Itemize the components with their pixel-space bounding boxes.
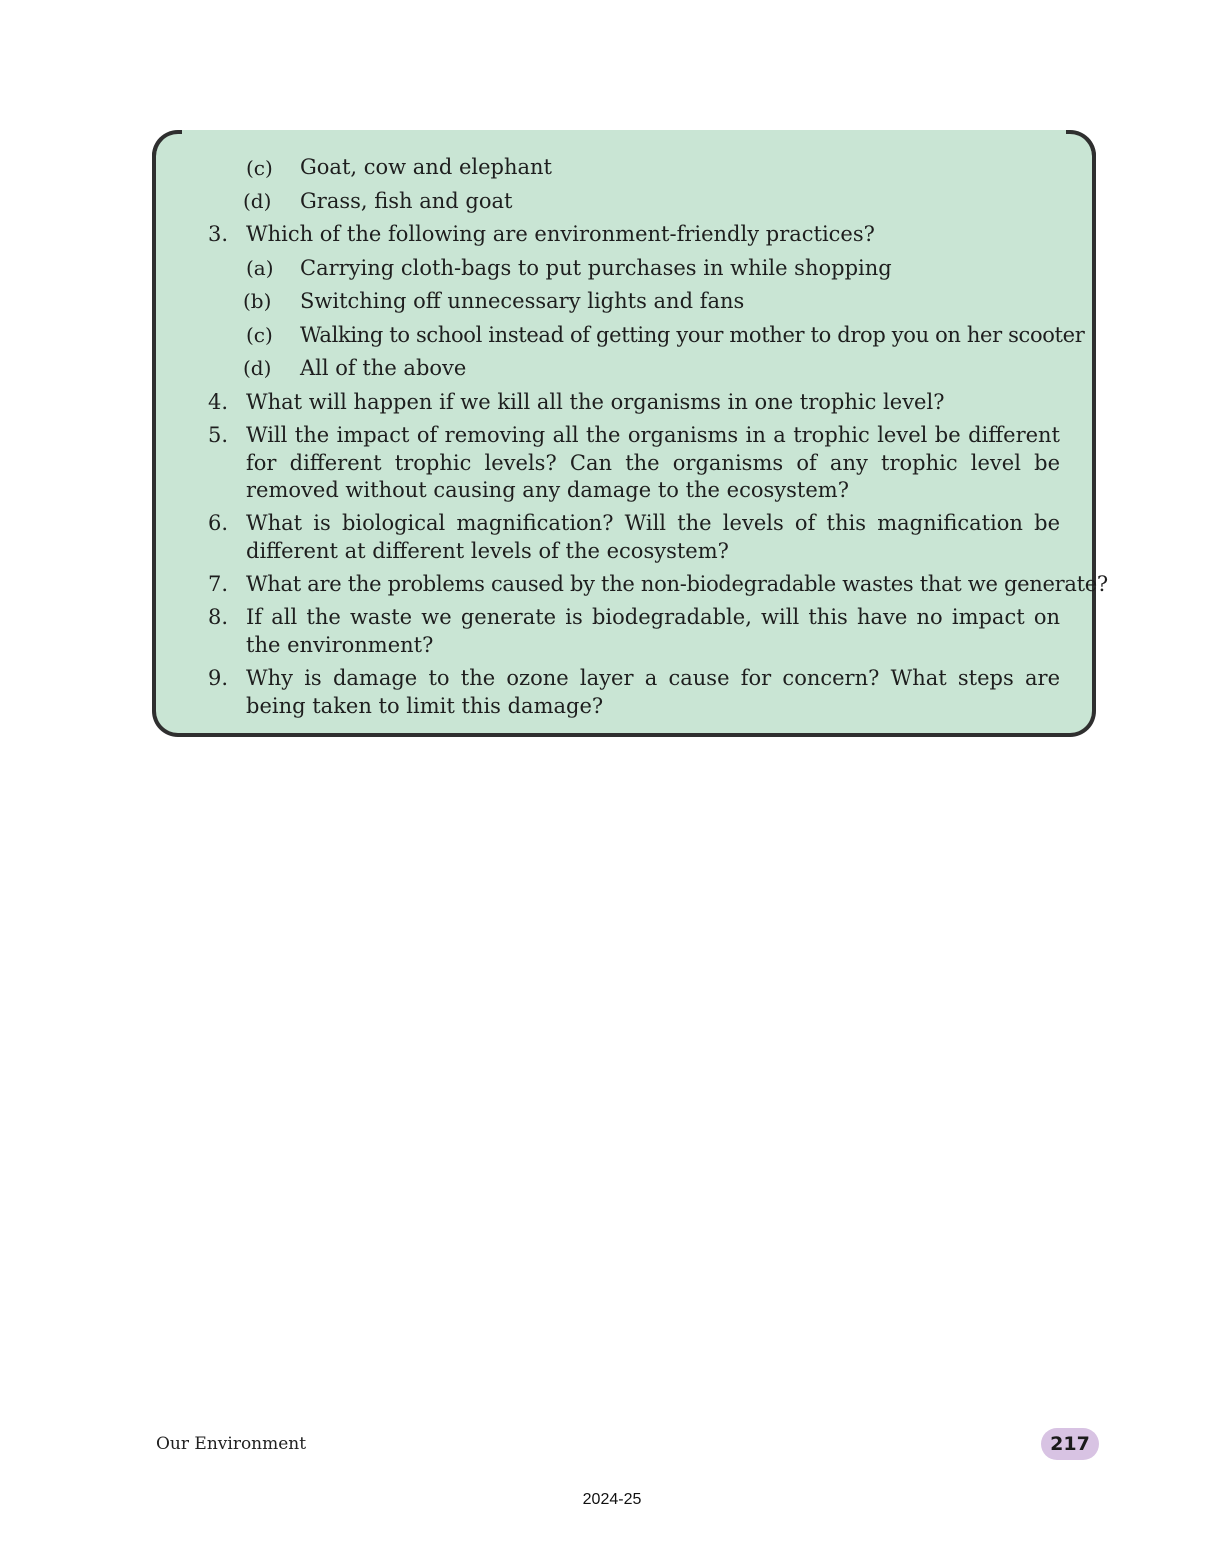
- q9-number: 9.: [208, 666, 229, 690]
- box-top-edge: [176, 130, 1072, 131]
- footer-chapter-title: Our Environment: [156, 1434, 307, 1454]
- q2-option-c-label: (c): [246, 156, 273, 180]
- q3-option-c-label: (c): [246, 323, 273, 347]
- q6-number: 6.: [208, 511, 229, 535]
- q2-option-d-text: Grass, fish and goat: [300, 189, 513, 213]
- q7-text: What are the problems caused by the non-biodegradable wastes that we generate?: [246, 572, 1108, 596]
- q4-text: What will happen if we kill all the organisms in one trophic level?: [246, 390, 945, 414]
- box-corner-top-right: [1066, 130, 1096, 160]
- q6-text: What is biological magnification? Will the levels of this magnification be different at different levels of the ecosystem?: [246, 511, 1060, 563]
- q7-number: 7.: [208, 572, 229, 596]
- q3-option-c-text: Walking to school instead of getting your mother to drop you on her scooter: [300, 323, 1085, 347]
- q3-text: Which of the following are environment-friendly practices?: [246, 222, 875, 246]
- q4-number: 4.: [208, 390, 229, 414]
- q3-option-a-label: (a): [246, 256, 274, 280]
- q3-option-d-label: (d): [243, 356, 272, 380]
- q3-number: 3.: [208, 222, 229, 246]
- q2-option-c-text: Goat, cow and elephant: [300, 155, 552, 179]
- q8-number: 8.: [208, 605, 229, 629]
- q3-option-b-label: (b): [243, 289, 272, 313]
- q8-text: If all the waste we generate is biodegradable, will this have no impact on the environment?: [246, 605, 1060, 657]
- q3-option-d-text: All of the above: [300, 356, 467, 380]
- page-number-badge: 217: [1041, 1428, 1099, 1460]
- q3-option-a-text: Carrying cloth-bags to put purchases in while shopping: [300, 256, 892, 280]
- edition-year: 2024-25: [582, 1491, 642, 1508]
- box-corner-top-left: [152, 130, 182, 160]
- q3-option-b-text: Switching off unnecessary lights and fans: [300, 289, 745, 313]
- q2-option-d-label: (d): [243, 189, 272, 213]
- q5-text: Will the impact of removing all the organisms in a trophic level be different for different trophic levels? Can the organisms of any trophic level be removed without causing any damage to the ecosystem?: [246, 423, 1060, 502]
- q5-number: 5.: [208, 423, 229, 447]
- q9-text: Why is damage to the ozone layer a cause for concern? What steps are being taken to limit this damage?: [246, 666, 1060, 718]
